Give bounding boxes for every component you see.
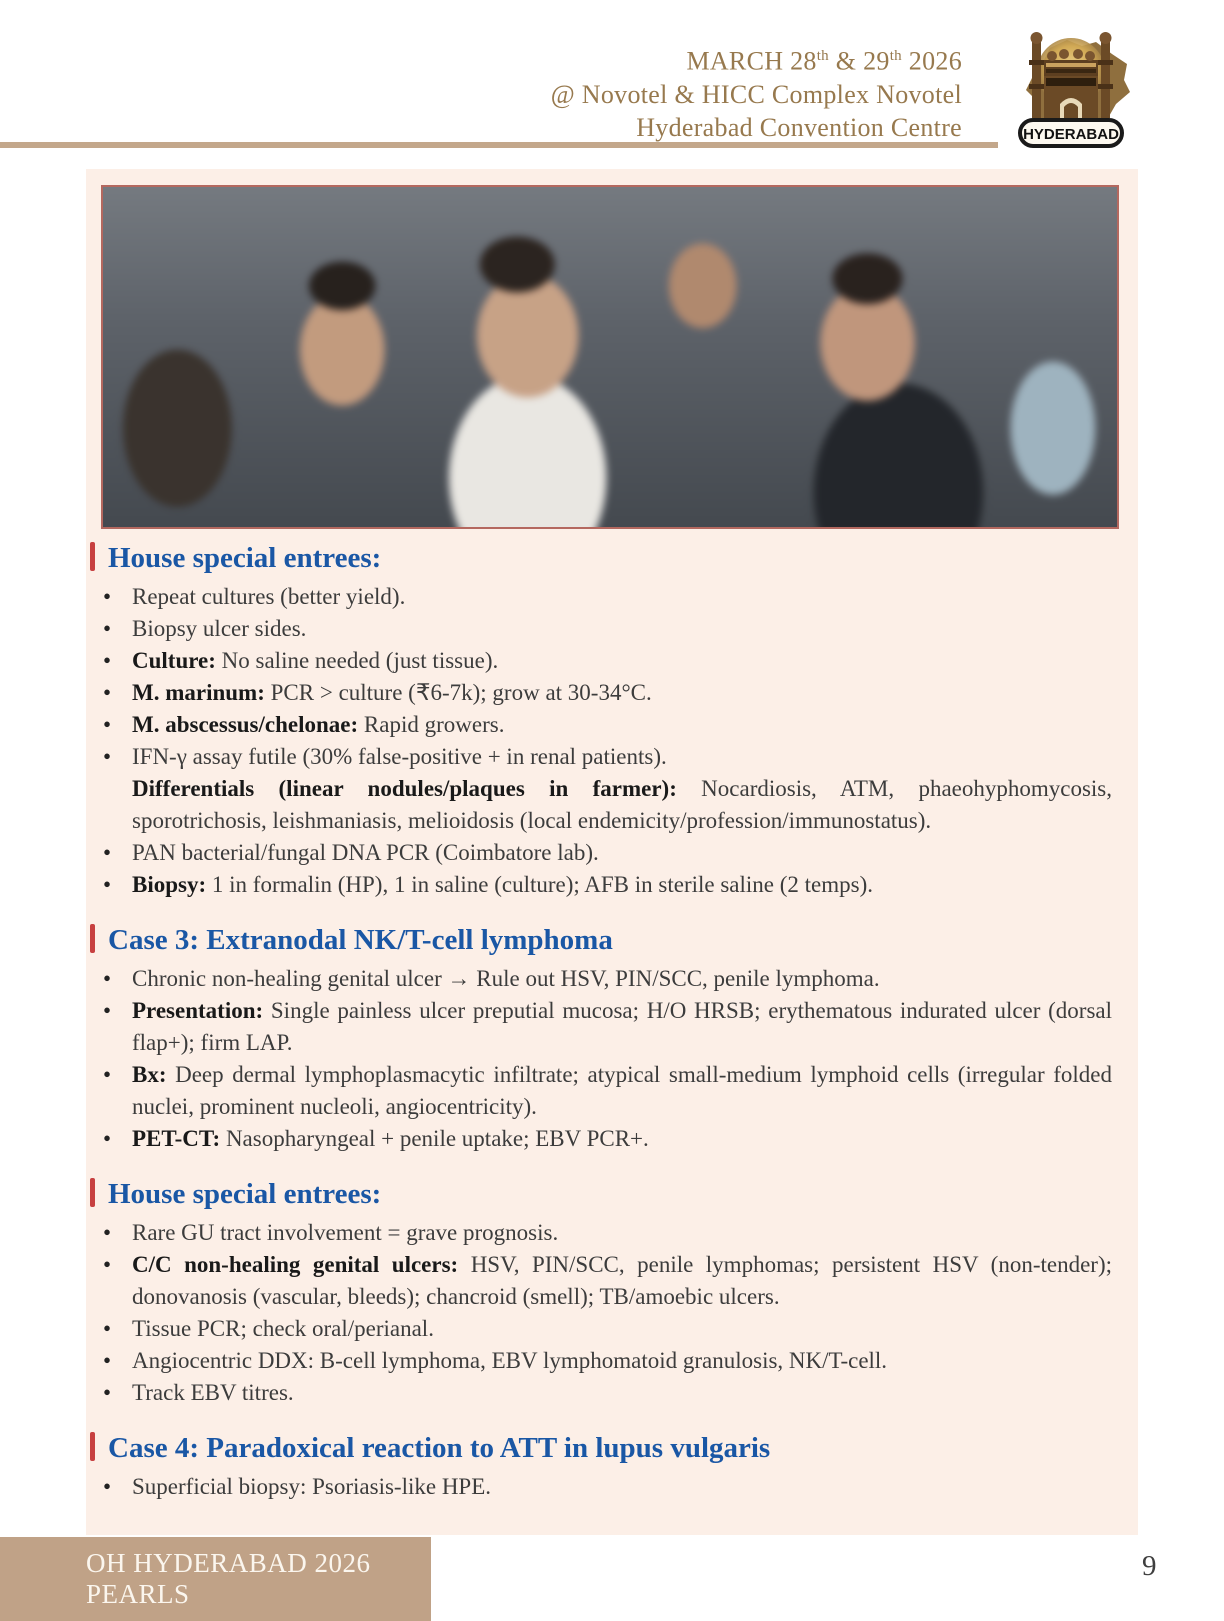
list-item	[90, 677, 1112, 709]
event-centre-line: Hyderabad Convention Centre	[636, 112, 962, 142]
list-item	[90, 963, 1112, 995]
bullet-marker: •	[103, 998, 112, 1023]
list-item-text: Biopsy ulcer sides.	[132, 616, 307, 641]
list-item-text: Chronic non-healing genital ulcer → Rule out HSV, PIN/SCC, penile lymphoma.	[132, 966, 880, 991]
section	[90, 541, 1112, 901]
audience-photo-art	[101, 185, 1119, 529]
bullet-marker: •	[103, 744, 112, 769]
audience-photo	[101, 185, 1119, 529]
list-item-lead: M. abscessus/chelonae:	[132, 712, 359, 737]
page-number: 9	[1142, 1550, 1157, 1582]
heading-accent-bar	[90, 924, 95, 953]
footer-band	[0, 1537, 431, 1621]
list-item	[90, 741, 1112, 773]
list-item	[90, 581, 1112, 613]
bullet-marker: •	[103, 616, 112, 641]
bullet-marker: •	[103, 584, 112, 609]
list-item	[90, 1249, 1112, 1313]
list-item	[90, 645, 1112, 677]
event-date-line: MARCH 28th & 29th 2026	[686, 46, 962, 76]
bullet-marker: •	[103, 1252, 112, 1277]
bullet-list	[90, 1217, 1112, 1409]
heading-accent-bar	[90, 542, 95, 571]
section-heading	[90, 1177, 1112, 1211]
section	[90, 1431, 1112, 1503]
list-item-text: IFN-γ assay futile (30% false-positive + in renal patients).	[132, 744, 667, 769]
list-item	[90, 1345, 1112, 1377]
content-panel	[86, 169, 1138, 1535]
bullet-marker: •	[103, 712, 112, 737]
list-item	[90, 613, 1112, 645]
bullet-list	[90, 581, 1112, 901]
list-item	[90, 1471, 1112, 1503]
bullet-marker: •	[103, 1316, 112, 1341]
list-item-text: Biopsy: 1 in formalin (HP), 1 in saline (culture); AFB in sterile saline (2 temps).	[132, 872, 874, 897]
bullet-marker: •	[103, 680, 112, 705]
section	[90, 923, 1112, 1155]
event-venue-line: @ Novotel & HICC Complex Novotel	[550, 79, 962, 109]
heading-accent-bar	[90, 1432, 95, 1461]
list-item	[90, 995, 1112, 1059]
heading-accent-bar	[90, 1178, 95, 1207]
bullet-marker: •	[103, 1220, 112, 1245]
list-item-text: Differentials (linear nodules/plaques in farmer): Nocardiosis, ATM, phaeohyphomycosis, sporotrichosis, leishmaniasis, melioidosis (local endemicity/profession/immunostatus).	[132, 776, 1112, 833]
list-item-lead: Differentials (linear nodules/plaques in farmer):	[132, 776, 677, 801]
list-item	[90, 1059, 1112, 1123]
bullet-marker: •	[103, 648, 112, 673]
section-heading-text: Case 4: Paradoxical reaction to ATT in lupus vulgaris	[108, 1432, 771, 1464]
list-item-text: Culture: No saline needed (just tissue).	[132, 648, 499, 673]
list-item-text: M. abscessus/chelonae: Rapid growers.	[132, 712, 505, 737]
list-item-text: Presentation: Single painless ulcer preputial mucosa; H/O HRSB; erythematous indurated ulcer (dorsal flap+); firm LAP.	[132, 998, 1112, 1055]
bullet-marker: •	[103, 966, 112, 991]
list-item-lead: Biopsy:	[132, 872, 207, 897]
bullet-marker: •	[103, 872, 112, 897]
list-item-text: Bx: Deep dermal lymphoplasmacytic infiltrate; atypical small-medium lymphoid cells (irregular folded nuclei, prominent nucleoli, angiocentricity).	[132, 1062, 1112, 1119]
list-item-text: Track EBV titres.	[132, 1380, 294, 1405]
charminar-icon	[1012, 20, 1132, 152]
list-item-text: Tissue PCR; check oral/perianal.	[132, 1316, 434, 1341]
section-heading	[90, 541, 1112, 575]
list-item-text: M. marinum: PCR > culture (₹6-7k); grow at 30-34°C.	[132, 680, 652, 705]
list-item	[90, 1313, 1112, 1345]
list-item	[90, 837, 1112, 869]
list-item-lead: M. marinum:	[132, 680, 265, 705]
bullet-list	[90, 963, 1112, 1155]
list-item	[90, 1377, 1112, 1409]
list-item-lead: Bx:	[132, 1062, 167, 1087]
sections-container	[90, 541, 1112, 1503]
list-item	[90, 869, 1112, 901]
list-item-lead: PET-CT:	[132, 1126, 221, 1151]
header-divider	[0, 142, 998, 148]
bullet-marker: •	[103, 1474, 112, 1499]
bullet-list	[90, 1471, 1112, 1503]
list-item-text: C/C non-healing genital ulcers: HSV, PIN/SCC, penile lymphomas; persistent HSV (non-tender); donovanosis (vascular, bleeds); chancroid (smell); TB/amoebic ulcers.	[132, 1252, 1113, 1309]
list-item-lead: Presentation:	[132, 998, 264, 1023]
bullet-marker: •	[103, 1380, 112, 1405]
list-item	[90, 773, 1112, 837]
list-item-text: Superficial biopsy: Psoriasis-like HPE.	[132, 1474, 492, 1499]
section-heading	[90, 1431, 1112, 1465]
section-heading-text: House special entrees:	[108, 1178, 382, 1210]
list-item-lead: Culture:	[132, 648, 216, 673]
list-item-text: Angiocentric DDX: B-cell lymphoma, EBV lymphomatoid granulosis, NK/T-cell.	[132, 1348, 888, 1373]
svg-text:HYDERABAD: HYDERABAD	[1023, 126, 1119, 143]
bullet-marker: •	[103, 1062, 112, 1087]
list-item	[90, 709, 1112, 741]
footer-title: OH HYDERABAD 2026 PEARLS	[86, 1548, 371, 1609]
event-header	[551, 40, 962, 144]
section-heading-text: House special entrees:	[108, 542, 382, 574]
bullet-marker: •	[103, 1348, 112, 1373]
section	[90, 1177, 1112, 1409]
section-heading-text: Case 3: Extranodal NK/T-cell lymphoma	[108, 924, 613, 956]
list-item-text: Rare GU tract involvement = grave prognosis.	[132, 1220, 559, 1245]
list-item-text: PAN bacterial/fungal DNA PCR (Coimbatore lab).	[132, 840, 599, 865]
hyderabad-logo	[1012, 20, 1132, 152]
list-item-lead: C/C non-healing genital ulcers:	[132, 1252, 459, 1277]
list-item	[90, 1123, 1112, 1155]
section-heading	[90, 923, 1112, 957]
bullet-marker: •	[103, 840, 112, 865]
bullet-marker: •	[103, 1126, 112, 1151]
list-item-text: PET-CT: Nasopharyngeal + penile uptake; EBV PCR+.	[132, 1126, 649, 1151]
list-item-text: Repeat cultures (better yield).	[132, 584, 406, 609]
list-item	[90, 1217, 1112, 1249]
